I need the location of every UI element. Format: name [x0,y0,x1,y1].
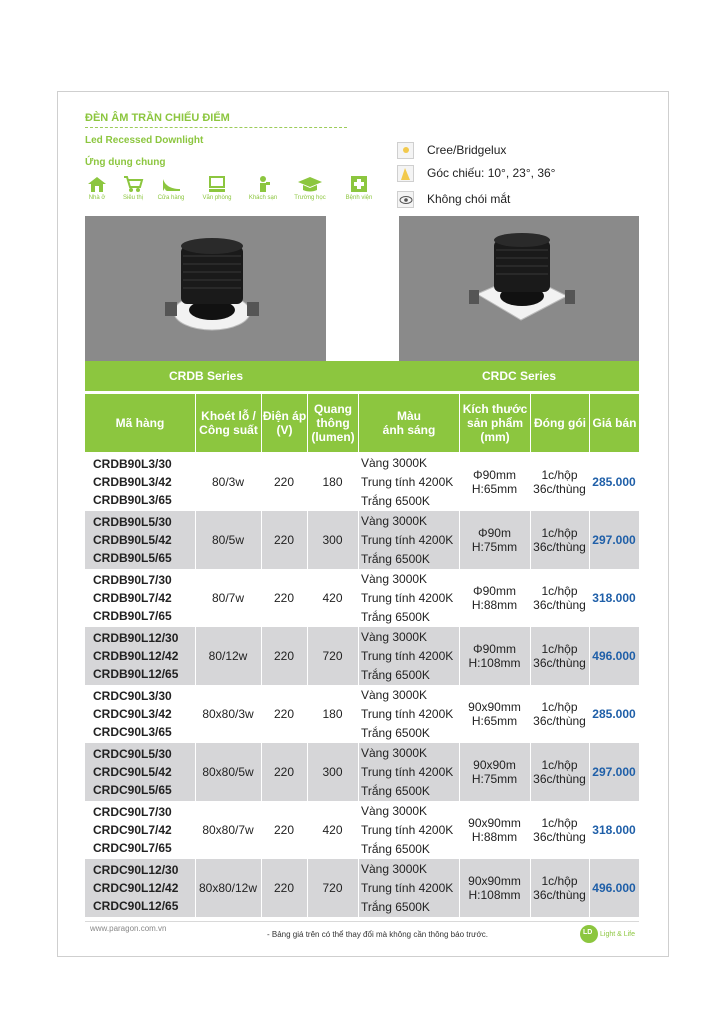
header-cutout: Khoét lỗ / Công suất [199,409,258,437]
product-code: CRDC90L7/30 [93,805,172,819]
eye-icon [397,191,414,208]
light-colors [361,802,453,859]
product-code: CRDB90L7/42 [93,591,172,605]
table-row [85,453,639,511]
light-color: Trung tính 4200K [361,591,454,605]
cell-price: 285.000 [592,707,636,721]
cell-voltage: 220 [273,649,295,663]
cell-pack: 1c/hộp 36c/thùng [533,468,586,496]
cell-lumen: 720 [322,649,343,663]
crdb-product-photo [85,216,326,361]
applications-label: Ứng dụng chung [85,157,166,168]
header-lumen: Quang thông (lumen) [311,402,355,444]
product-code: CRDC90L12/30 [93,863,179,877]
cell-size: 90x90mm H:65mm [468,700,521,728]
product-codes [93,513,172,567]
product-code: CRDB90L12/42 [93,649,179,663]
cell-size: Φ90mm H:65mm [471,468,518,496]
cell-size: 90x90m H:75mm [471,758,518,786]
cell-cutout: 80x80/12w [198,881,258,895]
cell-lumen: 420 [322,591,343,605]
light-color: Trung tính 4200K [361,533,454,547]
cell-voltage: 220 [273,881,295,895]
table-row [85,569,639,627]
cell-size: 90x90mm H:108mm [468,874,521,902]
product-code: CRDC90L5/42 [93,765,172,779]
product-code: CRDC90L12/65 [93,899,179,913]
cell-pack: 1c/hộp 36c/thùng [533,526,586,554]
cell-price: 285.000 [592,475,636,489]
light-colors [361,744,453,801]
light-colors [361,686,453,743]
cart-icon [122,175,144,193]
round-downlight-image [85,216,326,361]
light-color: Vàng 3000K [361,746,428,760]
application-item: Khách sạn [240,175,286,201]
medical-cross-icon [348,175,370,193]
product-code: CRDC90L12/42 [93,881,179,895]
light-color: Trắng 6500K [361,900,430,914]
light-color: Trung tính 4200K [361,881,454,895]
product-code: CRDB90L7/65 [93,609,172,623]
cell-price: 297.000 [592,765,636,779]
cell-price: 496.000 [592,649,636,663]
cell-price: 496.000 [592,881,636,895]
product-code: CRDC90L7/42 [93,823,172,837]
heel-shoe-icon [160,175,182,193]
application-item: Cửa hàng [148,175,194,201]
light-color: Trắng 6500K [361,726,430,740]
light-color: Trung tính 4200K [361,765,454,779]
cell-pack: 1c/hộp 36c/thùng [533,874,586,902]
application-item: Trường học [287,175,333,201]
cell-voltage: 220 [273,591,295,605]
cell-lumen: 180 [322,475,343,489]
led-chip-icon [397,142,414,159]
cell-voltage: 220 [273,475,295,489]
product-codes [93,745,172,799]
header-price: Giá bán [592,416,637,430]
light-colors [361,628,453,685]
product-code: CRDB90L5/30 [93,515,172,529]
light-colors [361,512,453,569]
cell-cutout: 80/5w [211,533,245,547]
cell-voltage: 220 [273,823,295,837]
title-divider [85,127,347,128]
cell-size: Φ90mm H:88mm [471,584,518,612]
product-code: CRDC90L5/65 [93,783,172,797]
application-item: Bệnh viện [336,175,382,201]
cell-voltage: 220 [273,707,295,721]
cell-price: 318.000 [592,823,636,837]
product-code: CRDB90L12/30 [93,631,179,645]
cell-voltage: 220 [273,765,295,779]
cell-price: 318.000 [592,591,636,605]
light-color: Trắng 6500K [361,842,430,856]
cell-pack: 1c/hộp 36c/thùng [533,700,586,728]
cell-pack: 1c/hộp 36c/thùng [533,758,586,786]
light-colors [361,454,453,511]
cell-size: 90x90mm H:88mm [468,816,521,844]
header-voltage: Điện áp (V) [262,409,307,437]
house-icon [86,175,108,193]
light-color: Trắng 6500K [361,610,430,624]
light-color: Trắng 6500K [361,494,430,508]
product-codes [93,861,178,915]
beam-angle-icon [397,165,414,182]
cell-lumen: 720 [322,881,343,895]
cell-cutout: 80x80/5w [202,765,254,779]
cell-pack: 1c/hộp 36c/thùng [533,816,586,844]
computer-icon [206,175,228,193]
light-color: Vàng 3000K [361,456,428,470]
light-color: Vàng 3000K [361,630,428,644]
series-band [85,361,639,391]
product-codes [93,571,172,625]
table-row [85,627,639,685]
header-size: Kích thước sản phẩm (mm) [462,402,528,444]
cell-size: Φ90m H:75mm [471,526,518,554]
product-codes [93,629,178,683]
light-colors [361,860,453,917]
application-item: Văn phòng [194,175,240,201]
cell-lumen: 420 [322,823,343,837]
cell-size: Φ90mm H:108mm [468,642,521,670]
product-code: CRDB90L5/42 [93,533,172,547]
product-code: CRDB90L3/30 [93,457,172,471]
product-code: CRDC90L3/42 [93,707,172,721]
product-code: CRDB90L5/65 [93,551,172,565]
product-code: CRDB90L3/65 [93,493,172,507]
cell-cutout: 80x80/3w [202,707,254,721]
brand-logo: LD Light & Life [580,925,640,945]
application-item: Nhà ở [74,175,120,201]
page-title: ĐÈN ÂM TRẦN CHIẾU ĐIỂM [85,112,230,124]
light-color: Trắng 6500K [361,784,430,798]
table-row [85,859,639,917]
applications-list [80,175,380,207]
cell-lumen: 300 [322,765,343,779]
cell-lumen: 300 [322,533,343,547]
header-pack: Đóng gói [534,416,586,430]
series-label-crdc: CRDC Series [482,369,557,383]
price-notice: - Bảng giá trên có thể thay đổi mà không cần thông báo trước. [267,930,488,939]
header-code: Mã hàng [115,416,165,430]
light-color: Vàng 3000K [361,514,428,528]
bellboy-icon [252,175,274,193]
cell-cutout: 80x80/7w [202,823,254,837]
product-codes [93,687,172,741]
light-color: Trung tính 4200K [361,475,454,489]
product-code: CRDB90L3/42 [93,475,172,489]
light-color: Vàng 3000K [361,688,428,702]
light-color: Trung tính 4200K [361,707,454,721]
product-code: CRDC90L3/65 [93,725,172,739]
cell-pack: 1c/hộp 36c/thùng [533,584,586,612]
crdc-product-photo [399,216,639,361]
page-subtitle: Led Recessed Downlight [85,135,204,146]
product-code: CRDC90L7/65 [93,841,172,855]
table-row [85,511,639,569]
table-header [85,394,639,452]
light-color: Trung tính 4200K [361,823,454,837]
table-row [85,685,639,743]
light-color: Vàng 3000K [361,862,428,876]
cell-lumen: 180 [322,707,343,721]
footer-divider [85,921,639,922]
light-color: Vàng 3000K [361,572,428,586]
header-color: Màu ánh sáng [382,409,436,437]
table-row [85,801,639,859]
product-codes [93,455,172,509]
product-code: CRDC90L3/30 [93,689,172,703]
product-code: CRDC90L5/30 [93,747,172,761]
light-color: Trung tính 4200K [361,649,454,663]
square-downlight-image [399,216,639,361]
product-code: CRDB90L7/30 [93,573,172,587]
website-link[interactable]: www.paragon.com.vn [90,924,167,933]
product-codes [93,803,172,857]
series-label-crdb: CRDB Series [169,369,244,383]
table-row [85,743,639,801]
product-code: CRDB90L12/65 [93,667,179,681]
light-color: Trắng 6500K [361,668,430,682]
cell-cutout: 80/3w [211,475,245,489]
cell-cutout: 80/7w [211,591,245,605]
graduation-cap-icon [297,175,323,193]
cell-price: 297.000 [592,533,636,547]
light-color: Trắng 6500K [361,552,430,566]
cell-voltage: 220 [273,533,295,547]
application-item: Siêu thị [110,175,156,201]
cell-pack: 1c/hộp 36c/thùng [533,642,586,670]
cell-cutout: 80/12w [208,649,248,663]
light-colors [361,570,453,627]
light-color: Vàng 3000K [361,804,428,818]
